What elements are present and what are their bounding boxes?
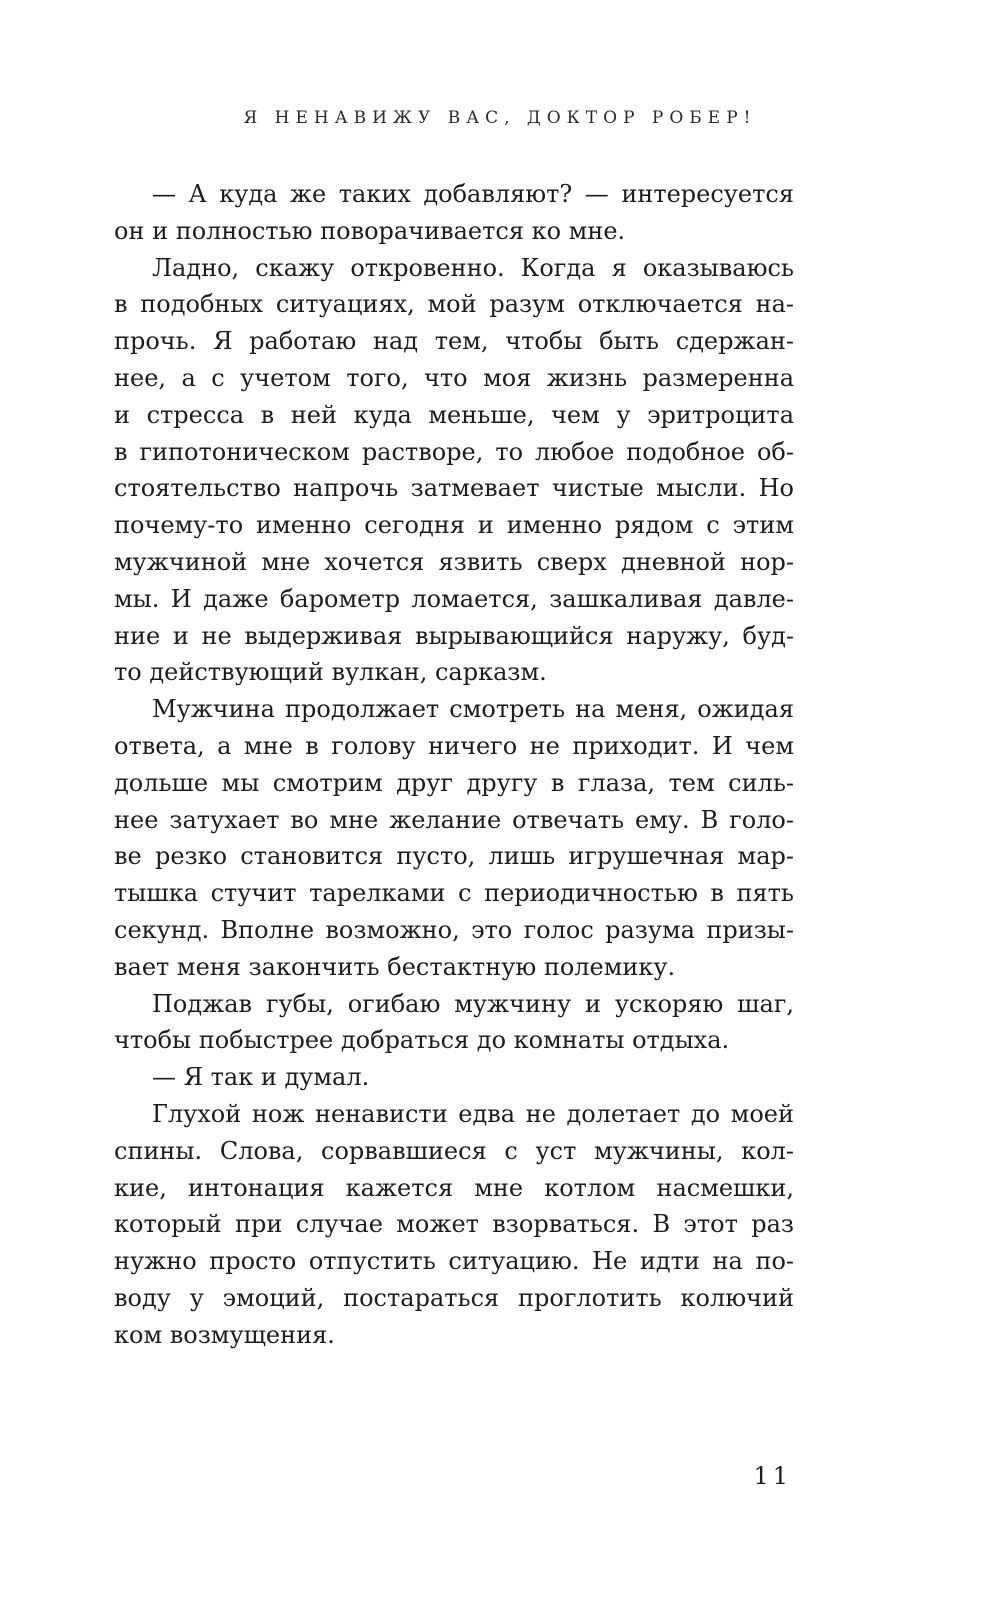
text-line: он и полностью поворачивается ко мне. <box>114 216 626 245</box>
text-line: секунд. Вполне возможно, это голос разума призы- <box>114 915 794 944</box>
text-line: ве резко становится пусто, лишь игрушечная мар- <box>114 842 794 871</box>
text-line: нее затухает во мне желание отвечать ему. В голо- <box>114 805 794 834</box>
text-line: — А куда же таких добавляют? — интересуется <box>152 180 794 208</box>
text-line: кие, интонация кажется мне котлом насмешки, <box>114 1173 794 1202</box>
text-line: ние и не выдерживая вырывающийся наружу, буд- <box>114 621 794 650</box>
text-line: — Я так и думал. <box>152 1063 370 1092</box>
text-line: нее, а с учетом того, что моя жизнь размеренна <box>114 363 794 392</box>
text-line: ком возмущения. <box>114 1320 335 1349</box>
text-line: нужно просто отпустить ситуацию. Не идти на по- <box>114 1247 794 1276</box>
page-number: 11 <box>753 1462 792 1490</box>
text-line: который при случае может взорваться. В этот раз <box>114 1210 794 1239</box>
text-line: мы. И даже барометр ломается, зашкаливая давле- <box>114 584 794 613</box>
text-line: и стресса в ней куда меньше, чем у эритроцита <box>114 400 794 429</box>
text-line: стоятельство напрочь затмевает чистые мысли. Но <box>114 474 794 503</box>
text-line: в гипотоническом растворе, то любое подобное об- <box>114 437 794 466</box>
text-line: почему-то именно сегодня и именно рядом с этим <box>114 511 794 540</box>
text-line: Глухой нож ненависти едва не долетает до моей <box>152 1099 794 1128</box>
body-text <box>114 176 794 1354</box>
text-line: то действующий вулкан, сарказм. <box>114 658 547 687</box>
text-line: спины. Слова, сорвавшиеся с уст мужчины, кол- <box>114 1136 794 1165</box>
text-line: чтобы побыстрее добраться до комнаты отдыха. <box>114 1026 730 1055</box>
text-line: Мужчина продолжает смотреть на меня, ожидая <box>152 695 794 724</box>
text-line: вает меня закончить бестактную полемику. <box>114 952 676 981</box>
text-line: Ладно, скажу откровенно. Когда я оказываюсь <box>152 253 794 282</box>
text-line: прочь. Я работаю над тем, чтобы быть сдержан- <box>114 327 794 356</box>
text-line: дольше мы смотрим друг другу в глаза, тем силь- <box>114 768 794 797</box>
text-line: тышка стучит тарелками с периодичностью в пять <box>114 879 794 908</box>
running-header: Я НЕНАВИЖУ ВАС, ДОКТОР РОБЕР! <box>243 108 757 128</box>
text-line: Поджав губы, огибаю мужчину и ускоряю шаг, <box>152 989 794 1018</box>
text-line: ответа, а мне в голову ничего не приходит. И чем <box>114 731 794 760</box>
text-line: мужчиной мне хочется язвить сверх дневной нор- <box>114 547 794 576</box>
text-line: в подобных ситуациях, мой разум отключается на- <box>114 290 794 319</box>
text-line: воду у эмоций, постараться проглотить колючий <box>114 1283 794 1312</box>
